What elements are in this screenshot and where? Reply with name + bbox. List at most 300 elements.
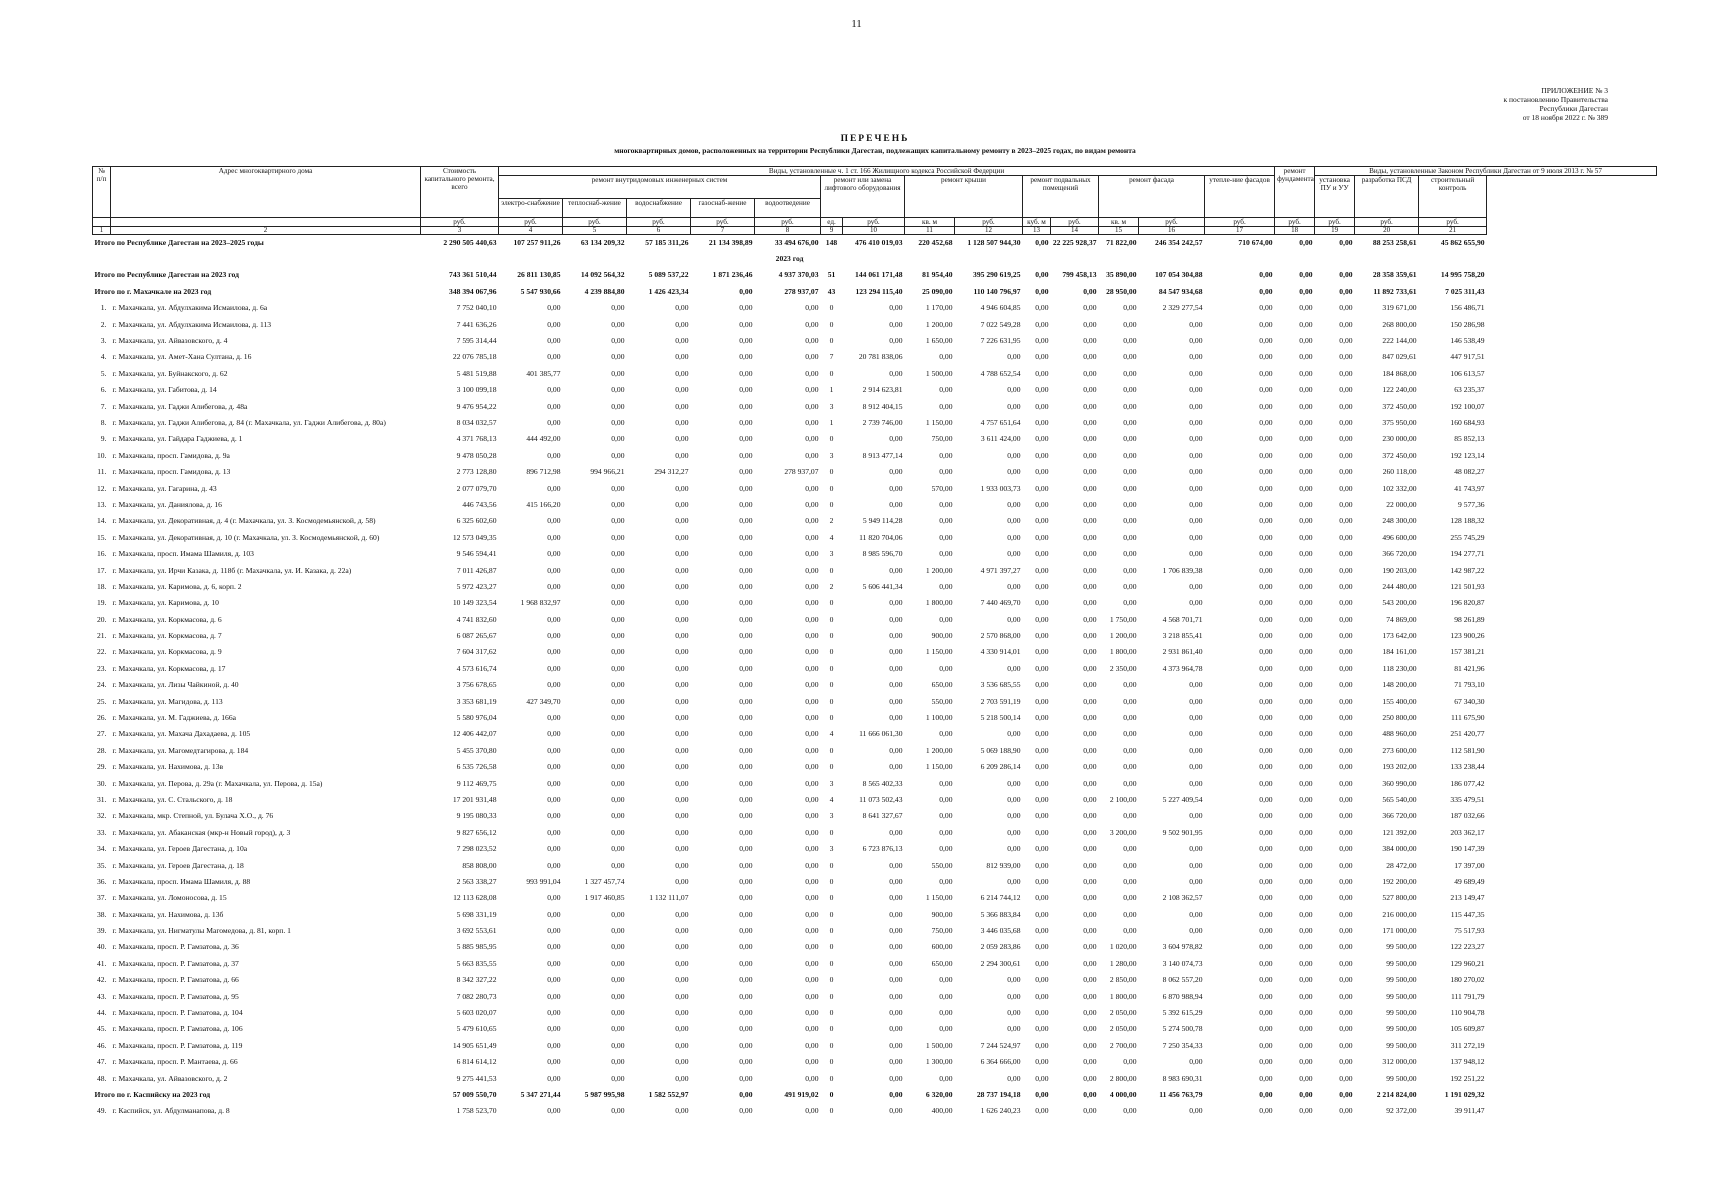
row-value-cell: 0,00 xyxy=(675,696,689,706)
table-row xyxy=(93,530,1657,546)
row-value-cell: 0,00 xyxy=(611,385,625,395)
row-value-cell: 5 479 610,65 xyxy=(456,1024,497,1034)
row-value-cell: 1 200,00 xyxy=(925,565,953,575)
row-value-cell: 273 600,00 xyxy=(1382,745,1417,755)
row-value-cell: 0,00 xyxy=(611,1008,625,1018)
row-value-cell: 148 xyxy=(825,237,838,247)
row-value-cell: 0,00 xyxy=(675,876,689,886)
row-value-cell: 0,00 xyxy=(1339,778,1353,788)
row-value-cell: 7 752 040,10 xyxy=(456,303,497,313)
unit-cell: ед. xyxy=(821,218,843,227)
row-value-cell: 0,00 xyxy=(1259,893,1273,903)
row-value-cell: 0,00 xyxy=(1299,598,1313,608)
row-value-cell: 0,00 xyxy=(611,926,625,936)
row-value-cell: 4 788 652,54 xyxy=(980,368,1021,378)
row-value-cell: 106 613,57 xyxy=(1450,368,1485,378)
row-value-cell: 4 741 832,60 xyxy=(456,614,497,624)
row-number: 15. xyxy=(97,532,107,542)
row-value-cell: 255 745,29 xyxy=(1450,532,1485,542)
row-value-cell: 8 913 477,14 xyxy=(862,450,903,460)
row-value-cell: 7 604 317,62 xyxy=(456,647,497,657)
row-value-cell: 360 990,00 xyxy=(1382,778,1417,788)
row-value-cell: 0,00 xyxy=(1083,303,1097,313)
row-value-cell: 0,00 xyxy=(1035,532,1049,542)
row-value-cell: 2 xyxy=(829,516,834,526)
row-value-cell: 0,00 xyxy=(1259,1040,1273,1050)
row-value-cell: 0,00 xyxy=(805,876,819,886)
row-value-cell: 99 500,00 xyxy=(1386,942,1417,952)
row-value-cell: 0,00 xyxy=(1339,598,1353,608)
row-number: 35. xyxy=(97,860,107,870)
table-row xyxy=(93,939,1657,955)
row-value-cell: 5 606 441,34 xyxy=(862,581,903,591)
row-number: 46. xyxy=(97,1040,107,1050)
row-value-cell: 0,00 xyxy=(1083,565,1097,575)
row-value-cell: 0,00 xyxy=(1259,581,1273,591)
row-value-cell: 160 684,93 xyxy=(1450,417,1485,427)
row-value-cell: 0,00 xyxy=(805,991,819,1001)
row-value-cell: 0,00 xyxy=(611,794,625,804)
row-value-cell: 8 641 327,67 xyxy=(862,811,903,821)
row-value-cell: 0,00 xyxy=(1123,844,1137,854)
row-value-cell: 4 937 370,03 xyxy=(778,270,819,280)
row-value-cell: 0,00 xyxy=(1189,811,1203,821)
row-number: 33. xyxy=(97,827,107,837)
row-value-cell: 427 349,70 xyxy=(526,696,561,706)
row-value-cell: 6 325 602,60 xyxy=(456,516,497,526)
row-value-cell: 0,00 xyxy=(889,647,903,657)
row-value-cell: 2 914 623,81 xyxy=(862,385,903,395)
row-value-cell: 0,00 xyxy=(547,942,561,952)
row-address: г. Махачкала, просп. Р. Мантаева, д. 66 xyxy=(112,1057,238,1067)
row-value-cell: 0 xyxy=(829,598,834,608)
row-value-cell: 14 092 564,32 xyxy=(580,270,625,280)
row-value-cell: 0,00 xyxy=(1339,450,1353,460)
table-row xyxy=(93,333,1657,349)
row-value-cell: 0,00 xyxy=(889,745,903,755)
row-value-cell: 0,00 xyxy=(547,417,561,427)
row-value-cell: 0,00 xyxy=(547,827,561,837)
row-value-cell: 0,00 xyxy=(547,614,561,624)
row-value-cell: 0,00 xyxy=(1299,352,1313,362)
row-value-cell: 3 604 978,82 xyxy=(1162,942,1203,952)
row-value-cell: 1 750,00 xyxy=(1109,614,1137,624)
row-value-cell: 372 450,00 xyxy=(1382,450,1417,460)
total-row xyxy=(93,1087,1657,1103)
row-value-cell: 0,00 xyxy=(1189,729,1203,739)
row-value-cell: 220 452,68 xyxy=(918,237,953,247)
row-value-cell: 0,00 xyxy=(1007,1008,1021,1018)
row-value-cell: 0,00 xyxy=(675,319,689,329)
row-value-cell: 1 800,00 xyxy=(925,598,953,608)
row-value-cell: 0,00 xyxy=(1299,713,1313,723)
row-value-cell: 0,00 xyxy=(1035,1040,1049,1050)
row-value-cell: 0,00 xyxy=(1189,745,1203,755)
fed-types-header: Виды, установленные ч. 1 ст. 166 Жилищного кодекса Российской Федерции xyxy=(499,167,1275,176)
row-value-cell: 0,00 xyxy=(1259,319,1273,329)
row-number: 45. xyxy=(97,1024,107,1034)
row-value-cell: 0,00 xyxy=(805,909,819,919)
row-value-cell: 0,00 xyxy=(1299,1106,1313,1116)
row-address: г. Махачкала, ул. Айвазовского, д. 2 xyxy=(112,1073,228,1083)
row-value-cell: 173 642,00 xyxy=(1382,631,1417,641)
row-value-cell: 99 500,00 xyxy=(1386,1040,1417,1050)
row-value-cell: 0,00 xyxy=(675,450,689,460)
row-value-cell: 1 150,00 xyxy=(925,417,953,427)
row-value-cell: 0,00 xyxy=(675,1106,689,1116)
row-value-cell: 190 147,39 xyxy=(1450,844,1485,854)
row-number: 19. xyxy=(97,598,107,608)
row-value-cell: 0,00 xyxy=(1299,975,1313,985)
row-value-cell: 3 xyxy=(829,778,834,788)
row-value-cell: 896 712,98 xyxy=(526,467,561,477)
row-value-cell: 0,00 xyxy=(675,958,689,968)
row-address: г. Махачкала, ул. Ирчи Казака, д. 118б (г. Махачкала, ул. И. Казака, д. 22а) xyxy=(112,565,352,575)
row-value-cell: 312 000,00 xyxy=(1382,1057,1417,1067)
row-value-cell: 2 800,00 xyxy=(1109,1073,1137,1083)
row-value-cell: 0,00 xyxy=(1083,1057,1097,1067)
row-value-cell: 0,00 xyxy=(675,926,689,936)
row-value-cell: 0,00 xyxy=(1123,713,1137,723)
row-value-cell: 0,00 xyxy=(675,778,689,788)
row-value-cell: 0,00 xyxy=(1123,1057,1137,1067)
row-value-cell: 122 240,00 xyxy=(1382,385,1417,395)
row-label: Итого по г. Махачкале на 2023 год xyxy=(94,286,212,296)
table-row xyxy=(93,611,1657,627)
row-value-cell: 3 353 681,19 xyxy=(456,696,497,706)
row-value-cell: 2 077 079,70 xyxy=(456,483,497,493)
row-value-cell: 133 238,44 xyxy=(1450,762,1485,772)
row-value-cell: 5 392 615,29 xyxy=(1162,1008,1203,1018)
row-value-cell: 0,00 xyxy=(611,909,625,919)
row-value-cell: 0,00 xyxy=(1007,794,1021,804)
row-value-cell: 0,00 xyxy=(1339,942,1353,952)
row-value-cell: 0,00 xyxy=(1123,581,1137,591)
row-number: 7. xyxy=(100,401,107,411)
row-value-cell: 1 626 240,23 xyxy=(980,1106,1021,1116)
row-address: г. Махачкала, ул. Каримова, д. 10 xyxy=(112,598,219,608)
row-value-cell: 0,00 xyxy=(739,1090,753,1099)
row-value-cell: 0,00 xyxy=(547,385,561,395)
row-value-cell: 2 290 505 440,63 xyxy=(443,237,497,247)
row-number: 42. xyxy=(97,975,107,985)
row-value-cell: 0,00 xyxy=(889,467,903,477)
row-value-cell: 1 200,00 xyxy=(1109,631,1137,641)
row-value-cell: 0,00 xyxy=(1007,1073,1021,1083)
row-value-cell: 0,00 xyxy=(805,663,819,673)
row-value-cell: 0,00 xyxy=(739,1073,753,1083)
row-number: 36. xyxy=(97,876,107,886)
row-value-cell: 415 166,20 xyxy=(526,499,561,509)
row-value-cell: 0,00 xyxy=(1259,696,1273,706)
row-value-cell: 3 756 678,65 xyxy=(456,680,497,690)
row-value-cell: 0,00 xyxy=(1259,303,1273,313)
row-value-cell: 0,00 xyxy=(611,614,625,624)
row-value-cell: 0,00 xyxy=(805,549,819,559)
column-number-cell: 21 xyxy=(1419,227,1487,235)
row-value-cell: 710 674,00 xyxy=(1238,237,1273,247)
basement-header: ремонт подвальных помещений xyxy=(1023,176,1099,218)
row-value-cell: 0,00 xyxy=(1339,434,1353,444)
row-value-cell: 0,00 xyxy=(1083,729,1097,739)
row-value-cell: 0,00 xyxy=(547,483,561,493)
row-value-cell: 1 800,00 xyxy=(1109,991,1137,1001)
gas-header: газоснаб-жение xyxy=(691,199,755,218)
row-value-cell: 0,00 xyxy=(547,794,561,804)
row-address: г. Махачкала, ул. С. Стальского, д. 18 xyxy=(112,794,233,804)
row-value-cell: 192 251,22 xyxy=(1450,1073,1485,1083)
row-value-cell: 0,00 xyxy=(889,303,903,313)
row-value-cell: 0,00 xyxy=(1035,909,1049,919)
table-row xyxy=(93,972,1657,988)
row-value-cell: 0,00 xyxy=(805,680,819,690)
row-value-cell: 0,00 xyxy=(739,844,753,854)
row-value-cell: 0,00 xyxy=(1083,975,1097,985)
row-value-cell: 0,00 xyxy=(1123,319,1137,329)
water-header: водоснабжение xyxy=(627,199,691,218)
row-address: г. Махачкала, ул. М. Гаджиева, д. 166а xyxy=(112,713,237,723)
row-value-cell: 1 170,00 xyxy=(925,303,953,313)
row-value-cell: 0,00 xyxy=(1339,844,1353,854)
row-address: г. Махачкала, просп. Р. Гамзатова, д. 104 xyxy=(112,1008,243,1018)
row-value-cell: 0 xyxy=(829,958,834,968)
row-value-cell: 11 073 502,43 xyxy=(859,794,903,804)
row-value-cell: 0,00 xyxy=(611,499,625,509)
row-value-cell: 0,00 xyxy=(939,532,953,542)
row-value-cell: 0,00 xyxy=(611,811,625,821)
appendix-block xyxy=(1450,86,1608,122)
row-value-cell: 22 076 785,18 xyxy=(452,352,497,362)
row-value-cell: 0,00 xyxy=(611,860,625,870)
page-number: 11 xyxy=(851,18,862,30)
row-value-cell: 0,00 xyxy=(889,483,903,493)
row-value-cell: 17 397,00 xyxy=(1454,860,1485,870)
row-value-cell: 28 737 194,18 xyxy=(976,1090,1021,1099)
row-value-cell: 0,00 xyxy=(939,778,953,788)
row-value-cell: 0,00 xyxy=(1083,352,1097,362)
row-value-cell: 0,00 xyxy=(547,401,561,411)
row-value-cell: 444 492,00 xyxy=(526,434,561,444)
row-value-cell: 0,00 xyxy=(1035,696,1049,706)
row-value-cell: 0,00 xyxy=(547,581,561,591)
row-value-cell: 5 069 188,90 xyxy=(980,745,1021,755)
row-value-cell: 0 xyxy=(829,336,834,346)
row-value-cell: 5 663 835,55 xyxy=(456,958,497,968)
row-value-cell: 6 723 876,13 xyxy=(862,844,903,854)
row-value-cell: 0 xyxy=(829,680,834,690)
row-value-cell: 0,00 xyxy=(1259,614,1273,624)
row-value-cell: 20 781 838,06 xyxy=(858,352,903,362)
row-value-cell: 0,00 xyxy=(1299,827,1313,837)
row-value-cell: 0,00 xyxy=(739,467,753,477)
row-value-cell: 0,00 xyxy=(739,368,753,378)
row-value-cell: 0 xyxy=(829,975,834,985)
appendix-line-4: от 18 ноября 2022 г. № 389 xyxy=(1522,113,1608,122)
row-value-cell: 0,00 xyxy=(1339,909,1353,919)
row-value-cell: 0,00 xyxy=(1339,286,1353,296)
row-value-cell: 0,00 xyxy=(805,745,819,755)
row-address: г. Махачкала, ул. Амет-Хана Султана, д. 16 xyxy=(112,352,252,362)
row-value-cell: 0,00 xyxy=(1259,286,1273,296)
row-value-cell: 5 603 020,07 xyxy=(456,1008,497,1018)
row-value-cell: 0,00 xyxy=(1083,794,1097,804)
row-value-cell: 9 577,36 xyxy=(1458,499,1485,509)
row-value-cell: 4 000,00 xyxy=(1109,1090,1137,1099)
row-value-cell: 0 xyxy=(829,319,834,329)
row-value-cell: 0,00 xyxy=(805,532,819,542)
row-value-cell: 0,00 xyxy=(739,303,753,313)
row-value-cell: 203 362,17 xyxy=(1450,827,1485,837)
row-value-cell: 0,00 xyxy=(1189,762,1203,772)
row-value-cell: 0,00 xyxy=(739,729,753,739)
row-value-cell: 8 062 557,20 xyxy=(1162,975,1203,985)
row-value-cell: 1 800,00 xyxy=(1109,647,1137,657)
row-value-cell: 0,00 xyxy=(1007,876,1021,886)
row-value-cell: 5 972 423,27 xyxy=(456,581,497,591)
row-value-cell: 12 406 442,07 xyxy=(452,729,497,739)
row-value-cell: 7 440 469,70 xyxy=(980,598,1021,608)
row-value-cell: 196 820,87 xyxy=(1450,598,1485,608)
row-value-cell: 0,00 xyxy=(805,1024,819,1034)
row-value-cell: 0,00 xyxy=(1035,745,1049,755)
row-value-cell: 0,00 xyxy=(1123,450,1137,460)
row-value-cell: 900,00 xyxy=(931,631,953,641)
row-value-cell: 0,00 xyxy=(1259,532,1273,542)
column-number-cell: 20 xyxy=(1355,227,1419,235)
row-value-cell: 0,00 xyxy=(1007,385,1021,395)
row-value-cell: 0,00 xyxy=(1083,631,1097,641)
row-value-cell: 41 743,97 xyxy=(1454,483,1485,493)
row-value-cell: 8 985 596,70 xyxy=(862,549,903,559)
row-value-cell: 550,00 xyxy=(931,696,953,706)
row-value-cell: 0,00 xyxy=(939,975,953,985)
row-address: г. Махачкала, ул. Лизы Чайкиной, д. 40 xyxy=(112,680,239,690)
units-row xyxy=(93,218,1657,227)
row-number: 4. xyxy=(100,352,107,362)
row-value-cell: 0,00 xyxy=(547,352,561,362)
row-value-cell: 1 280,00 xyxy=(1109,958,1137,968)
row-value-cell: 0,00 xyxy=(1083,319,1097,329)
row-value-cell: 157 381,21 xyxy=(1450,647,1485,657)
row-value-cell: 0,00 xyxy=(547,926,561,936)
column-number-cell: 11 xyxy=(905,227,955,235)
electro-header: электро-снабжение xyxy=(499,199,563,218)
row-value-cell: 0,00 xyxy=(675,794,689,804)
row-value-cell: 0,00 xyxy=(547,713,561,723)
row-value-cell: 0,00 xyxy=(547,811,561,821)
row-value-cell: 0,00 xyxy=(1339,565,1353,575)
row-value-cell: 28 358 359,61 xyxy=(1372,270,1417,280)
row-value-cell: 0,00 xyxy=(1259,876,1273,886)
row-value-cell: 2 739 746,00 xyxy=(862,417,903,427)
row-value-cell: 0 xyxy=(829,303,834,313)
row-value-cell: 600,00 xyxy=(931,942,953,952)
row-address: г. Махачкала, просп. Гамидова, д. 13 xyxy=(112,467,231,477)
total-row xyxy=(93,284,1657,300)
row-value-cell: 0,00 xyxy=(675,1073,689,1083)
row-value-cell: 570,00 xyxy=(931,483,953,493)
row-value-cell: 0,00 xyxy=(1007,1024,1021,1034)
row-value-cell: 0,00 xyxy=(675,844,689,854)
row-value-cell: 0,00 xyxy=(1035,844,1049,854)
row-value-cell: 0,00 xyxy=(739,1040,753,1050)
row-value-cell: 0 xyxy=(829,368,834,378)
row-value-cell: 3 692 553,61 xyxy=(456,926,497,936)
row-value-cell: 0,00 xyxy=(805,696,819,706)
row-value-cell: 366 720,00 xyxy=(1382,549,1417,559)
row-value-cell: 858 808,00 xyxy=(462,860,497,870)
unit-cell: руб. xyxy=(755,218,821,227)
row-value-cell: 57 009 550,70 xyxy=(452,1090,497,1099)
row-value-cell: 0,00 xyxy=(611,1106,625,1116)
row-value-cell: 0,00 xyxy=(739,516,753,526)
row-value-cell: 0,00 xyxy=(1299,1073,1313,1083)
row-value-cell: 0,00 xyxy=(1339,614,1353,624)
row-value-cell: 0,00 xyxy=(1339,368,1353,378)
row-value-cell: 0,00 xyxy=(1189,778,1203,788)
table-row xyxy=(93,448,1657,464)
row-address: г. Махачкала, просп. Р. Гамзатова, д. 95 xyxy=(112,991,239,1001)
row-value-cell: 0,00 xyxy=(675,614,689,624)
row-value-cell: 0,00 xyxy=(1189,581,1203,591)
row-value-cell: 0,00 xyxy=(1007,729,1021,739)
row-value-cell: 0,00 xyxy=(889,876,903,886)
row-value-cell: 0,00 xyxy=(739,1057,753,1067)
row-value-cell: 0,00 xyxy=(739,926,753,936)
row-value-cell: 5 698 331,19 xyxy=(456,909,497,919)
column-number-cell: 19 xyxy=(1315,227,1355,235)
unit-cell: куб. м xyxy=(1023,218,1051,227)
row-number: 20. xyxy=(97,614,107,624)
row-value-cell: 0,00 xyxy=(547,532,561,542)
row-value-cell: 0,00 xyxy=(889,1106,903,1116)
row-value-cell: 0,00 xyxy=(805,631,819,641)
row-value-cell: 0,00 xyxy=(1083,696,1097,706)
row-value-cell: 0,00 xyxy=(1189,483,1203,493)
row-value-cell: 0,00 xyxy=(611,991,625,1001)
row-value-cell: 0,00 xyxy=(1299,1057,1313,1067)
row-value-cell: 0,00 xyxy=(1189,401,1203,411)
row-value-cell: 0,00 xyxy=(739,352,753,362)
row-value-cell: 0,00 xyxy=(1339,926,1353,936)
row-value-cell: 0,00 xyxy=(889,1073,903,1083)
row-value-cell: 129 960,21 xyxy=(1450,958,1485,968)
row-value-cell: 6 535 726,58 xyxy=(456,762,497,772)
row-value-cell: 0,00 xyxy=(1259,499,1273,509)
row-value-cell: 39 911,47 xyxy=(1454,1106,1485,1116)
row-value-cell: 0,00 xyxy=(675,401,689,411)
table-row xyxy=(93,775,1657,791)
row-value-cell: 0,00 xyxy=(611,762,625,772)
row-value-cell: 0,00 xyxy=(675,581,689,591)
row-value-cell: 5 227 409,54 xyxy=(1162,794,1203,804)
row-address: г. Махачкала, просп. Р. Гамзатова, д. 66 xyxy=(112,975,239,985)
row-value-cell: 0,00 xyxy=(1189,319,1203,329)
row-value-cell: 0,00 xyxy=(1123,778,1137,788)
row-value-cell: 0,00 xyxy=(1189,909,1203,919)
row-value-cell: 0,00 xyxy=(1189,417,1203,427)
row-value-cell: 0,00 xyxy=(611,844,625,854)
row-value-cell: 9 827 656,12 xyxy=(456,827,497,837)
row-value-cell: 0 xyxy=(829,713,834,723)
row-value-cell: 0,00 xyxy=(675,860,689,870)
row-address: г. Махачкала, просп. Р. Гамзатова, д. 119 xyxy=(112,1040,243,1050)
row-value-cell: 0,00 xyxy=(1189,352,1203,362)
row-value-cell: 0,00 xyxy=(1299,319,1313,329)
row-value-cell: 0,00 xyxy=(1339,516,1353,526)
row-value-cell: 0,00 xyxy=(1007,811,1021,821)
row-value-cell: 123 294 115,40 xyxy=(855,286,903,296)
